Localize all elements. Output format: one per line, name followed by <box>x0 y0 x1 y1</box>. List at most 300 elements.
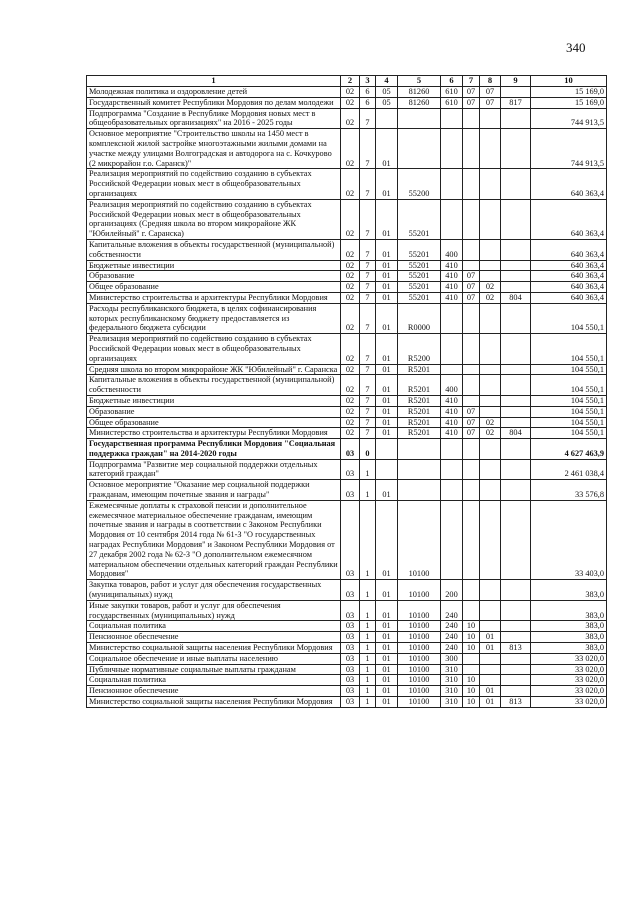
column-header: 4 <box>376 76 398 87</box>
subsection-code: 02 <box>480 417 501 428</box>
direction-code: R5201 <box>398 406 441 417</box>
section-code: 07 <box>463 417 480 428</box>
row-name: Ежемесячные доплаты к страховой пенсии и дополнительное ежемесячное материальное обеспечение гражданам, имеющим почетные звания и награды в соответствии с Законом Республики Мордовия от 10 сентября 2014 года № 61-З "О государственных наградах Республики Мордовия" и Законом Республики Мордовия от 27 декабря 2002 года № 62-З "О дополнительном ежемесячном материальном обеспечении отдельных категорий граждан Республики Мордовия" <box>87 500 341 579</box>
expense-type-code: 200 <box>441 580 463 601</box>
subsection-code <box>480 375 501 396</box>
subsection-code <box>480 459 501 480</box>
page-number: 340 <box>566 40 586 55</box>
ministry-code <box>501 129 531 169</box>
table-row <box>87 664 607 675</box>
subsection-code <box>480 500 501 579</box>
program-code: 7 <box>360 199 376 239</box>
chapter-code: 02 <box>341 271 360 282</box>
program-code: 6 <box>360 97 376 108</box>
ministry-code <box>501 621 531 632</box>
row-name: Расходы республиканского бюджета, в целях софинансирования которых республиканскому бюджету предоставляется из федерального бюджета субсидии <box>87 303 341 333</box>
subsection-code <box>480 675 501 686</box>
expense-type-code: 310 <box>441 664 463 675</box>
subsection-code <box>480 303 501 333</box>
row-name: Министерство социальной защиты населения Республики Мордовия <box>87 697 341 708</box>
budget-table <box>86 75 607 708</box>
table-row <box>87 239 607 260</box>
ministry-code <box>501 632 531 643</box>
program-code: 7 <box>360 395 376 406</box>
amount: 640 363,4 <box>531 169 607 199</box>
subprogram-code: 01 <box>376 260 398 271</box>
table-row <box>87 282 607 293</box>
expense-type-code <box>441 334 463 364</box>
amount: 33 020,0 <box>531 686 607 697</box>
amount: 15 169,0 <box>531 87 607 98</box>
ministry-code <box>501 664 531 675</box>
chapter-code: 02 <box>341 169 360 199</box>
ministry-code <box>501 364 531 375</box>
row-name: Реализация мероприятий по содействию созданию в субъектах Российской Федерации новых мест в общеобразовательных организациях <box>87 334 341 364</box>
expense-type-code <box>441 480 463 501</box>
subsection-code <box>480 334 501 364</box>
table-row <box>87 271 607 282</box>
column-header: 7 <box>463 76 480 87</box>
expense-type-code: 410 <box>441 282 463 293</box>
subprogram-code: 01 <box>376 686 398 697</box>
amount: 2 461 038,4 <box>531 459 607 480</box>
row-name: Пенсионное обеспечение <box>87 632 341 643</box>
expense-type-code: 410 <box>441 417 463 428</box>
row-name: Основное мероприятие "Строительство школы на 1450 мест в комплексной жилой застройке многоэтажными жилыми домами на участке между улицами Волгоградская и автодорога на с. Кочкурово (2 микрорайон г.о. Саранск)" <box>87 129 341 169</box>
table-row <box>87 459 607 480</box>
direction-code: 55201 <box>398 199 441 239</box>
expense-type-code: 610 <box>441 97 463 108</box>
subsection-code <box>480 364 501 375</box>
expense-type-code: 400 <box>441 375 463 396</box>
section-code: 07 <box>463 271 480 282</box>
amount: 33 020,0 <box>531 653 607 664</box>
table-row <box>87 675 607 686</box>
section-code <box>463 439 480 460</box>
subprogram-code: 01 <box>376 406 398 417</box>
table-row <box>87 406 607 417</box>
expense-type-code <box>441 199 463 239</box>
amount: 744 913,5 <box>531 108 607 129</box>
section-code <box>463 480 480 501</box>
row-name: Министерство социальной защиты населения Республики Мордовия <box>87 643 341 654</box>
column-header: 3 <box>360 76 376 87</box>
chapter-code: 03 <box>341 632 360 643</box>
ministry-code <box>501 375 531 396</box>
expense-type-code <box>441 364 463 375</box>
table-row <box>87 600 607 621</box>
amount: 744 913,5 <box>531 129 607 169</box>
expense-type-code <box>441 459 463 480</box>
program-code: 1 <box>360 621 376 632</box>
section-code: 07 <box>463 97 480 108</box>
subsection-code: 01 <box>480 643 501 654</box>
program-code: 1 <box>360 686 376 697</box>
subsection-code <box>480 621 501 632</box>
expense-type-code: 410 <box>441 260 463 271</box>
program-code: 1 <box>360 653 376 664</box>
amount: 104 550,1 <box>531 375 607 396</box>
chapter-code: 02 <box>341 417 360 428</box>
ministry-code: 813 <box>501 697 531 708</box>
amount: 104 550,1 <box>531 303 607 333</box>
subprogram-code: 01 <box>376 500 398 579</box>
direction-code: 81260 <box>398 87 441 98</box>
table-header-row <box>87 76 607 87</box>
row-name: Общее образование <box>87 282 341 293</box>
program-code: 1 <box>360 643 376 654</box>
subsection-code: 02 <box>480 428 501 439</box>
amount: 33 020,0 <box>531 697 607 708</box>
section-code <box>463 169 480 199</box>
program-code: 1 <box>360 459 376 480</box>
column-header: 8 <box>480 76 501 87</box>
subsection-code: 07 <box>480 97 501 108</box>
subprogram-code: 01 <box>376 643 398 654</box>
chapter-code: 03 <box>341 500 360 579</box>
subprogram-code: 01 <box>376 375 398 396</box>
amount: 104 550,1 <box>531 417 607 428</box>
expense-type-code: 410 <box>441 395 463 406</box>
chapter-code: 02 <box>341 364 360 375</box>
direction-code <box>398 129 441 169</box>
direction-code: R5200 <box>398 334 441 364</box>
chapter-code: 03 <box>341 643 360 654</box>
ministry-code <box>501 675 531 686</box>
chapter-code: 03 <box>341 600 360 621</box>
section-code <box>463 500 480 579</box>
chapter-code: 03 <box>341 686 360 697</box>
section-code <box>463 600 480 621</box>
ministry-code <box>501 439 531 460</box>
table-row <box>87 580 607 601</box>
subprogram-code: 01 <box>376 480 398 501</box>
column-header: 5 <box>398 76 441 87</box>
row-name: Государственный комитет Республики Мордовия по делам молодежи <box>87 97 341 108</box>
section-code <box>463 129 480 169</box>
table-row <box>87 428 607 439</box>
expense-type-code: 240 <box>441 643 463 654</box>
expense-type-code: 240 <box>441 621 463 632</box>
subsection-code <box>480 600 501 621</box>
subsection-code <box>480 439 501 460</box>
expense-type-code: 610 <box>441 87 463 98</box>
program-code: 7 <box>360 428 376 439</box>
amount: 33 576,8 <box>531 480 607 501</box>
subprogram-code: 01 <box>376 428 398 439</box>
subprogram-code: 01 <box>376 697 398 708</box>
section-code <box>463 260 480 271</box>
direction-code: 55201 <box>398 292 441 303</box>
table-row <box>87 697 607 708</box>
ministry-code <box>501 334 531 364</box>
subprogram-code: 01 <box>376 664 398 675</box>
row-name: Средняя школа во втором микрорайоне ЖК "Юбилейный" г. Саранска <box>87 364 341 375</box>
section-code: 10 <box>463 675 480 686</box>
subprogram-code: 01 <box>376 292 398 303</box>
amount: 104 550,1 <box>531 428 607 439</box>
chapter-code: 02 <box>341 129 360 169</box>
chapter-code: 02 <box>341 292 360 303</box>
direction-code: R5201 <box>398 428 441 439</box>
program-code: 1 <box>360 664 376 675</box>
ministry-code <box>501 417 531 428</box>
program-code: 7 <box>360 375 376 396</box>
section-code <box>463 653 480 664</box>
direction-code: 10100 <box>398 686 441 697</box>
section-code: 10 <box>463 643 480 654</box>
expense-type-code: 410 <box>441 292 463 303</box>
ministry-code: 813 <box>501 643 531 654</box>
program-code: 7 <box>360 271 376 282</box>
program-code: 7 <box>360 303 376 333</box>
chapter-code: 02 <box>341 260 360 271</box>
amount: 383,0 <box>531 643 607 654</box>
column-header: 2 <box>341 76 360 87</box>
column-header: 9 <box>501 76 531 87</box>
expense-type-code <box>441 129 463 169</box>
table-row <box>87 653 607 664</box>
section-code <box>463 303 480 333</box>
table-row <box>87 169 607 199</box>
amount: 15 169,0 <box>531 97 607 108</box>
chapter-code: 03 <box>341 675 360 686</box>
program-code: 7 <box>360 364 376 375</box>
ministry-code: 804 <box>501 292 531 303</box>
ministry-code <box>501 282 531 293</box>
program-code: 7 <box>360 292 376 303</box>
direction-code: 10100 <box>398 621 441 632</box>
amount: 33 020,0 <box>531 664 607 675</box>
amount: 104 550,1 <box>531 395 607 406</box>
ministry-code <box>501 600 531 621</box>
subprogram-code: 01 <box>376 675 398 686</box>
subsection-code: 02 <box>480 292 501 303</box>
program-code: 7 <box>360 129 376 169</box>
amount: 640 363,4 <box>531 260 607 271</box>
column-header: 1 <box>87 76 341 87</box>
direction-code: 10100 <box>398 697 441 708</box>
subprogram-code: 01 <box>376 334 398 364</box>
table-row <box>87 500 607 579</box>
ministry-code <box>501 406 531 417</box>
ministry-code <box>501 480 531 501</box>
ministry-code <box>501 459 531 480</box>
chapter-code: 02 <box>341 282 360 293</box>
amount: 640 363,4 <box>531 271 607 282</box>
amount: 383,0 <box>531 600 607 621</box>
chapter-code: 03 <box>341 697 360 708</box>
chapter-code: 03 <box>341 459 360 480</box>
ministry-code <box>501 303 531 333</box>
subsection-code: 07 <box>480 87 501 98</box>
direction-code: 55200 <box>398 169 441 199</box>
amount: 383,0 <box>531 632 607 643</box>
table-row <box>87 643 607 654</box>
program-code: 1 <box>360 600 376 621</box>
table-row <box>87 417 607 428</box>
subprogram-code: 01 <box>376 239 398 260</box>
direction-code: 10100 <box>398 664 441 675</box>
expense-type-code: 310 <box>441 675 463 686</box>
expense-type-code <box>441 108 463 129</box>
section-code: 07 <box>463 282 480 293</box>
subprogram-code: 01 <box>376 364 398 375</box>
chapter-code: 02 <box>341 334 360 364</box>
expense-type-code: 310 <box>441 697 463 708</box>
amount: 4 627 463,9 <box>531 439 607 460</box>
expense-type-code <box>441 500 463 579</box>
row-name: Образование <box>87 271 341 282</box>
row-name: Молодежная политика и оздоровление детей <box>87 87 341 98</box>
direction-code: 55201 <box>398 260 441 271</box>
program-code: 1 <box>360 632 376 643</box>
program-code: 7 <box>360 260 376 271</box>
subsection-code <box>480 480 501 501</box>
amount: 640 363,4 <box>531 199 607 239</box>
row-name: Реализация мероприятий по содействию созданию в субъектах Российской Федерации новых мест в общеобразовательных организациях (Средняя школа во втором микрорайоне ЖК "Юбилейный" г. Саранска) <box>87 199 341 239</box>
table-row <box>87 87 607 98</box>
subprogram-code: 01 <box>376 395 398 406</box>
program-code: 7 <box>360 406 376 417</box>
table-row <box>87 97 607 108</box>
program-code: 1 <box>360 500 376 579</box>
section-code <box>463 580 480 601</box>
chapter-code: 02 <box>341 108 360 129</box>
expense-type-code <box>441 303 463 333</box>
program-code: 7 <box>360 169 376 199</box>
subprogram-code: 01 <box>376 303 398 333</box>
row-name: Подпрограмма "Создание в Республике Мордовия новых мест в общеобразовательных организациях" на 2016 - 2025 годы <box>87 108 341 129</box>
row-name: Закупка товаров, работ и услуг для обеспечения государственных (муниципальных) нужд <box>87 580 341 601</box>
chapter-code: 03 <box>341 480 360 501</box>
table-row <box>87 686 607 697</box>
subprogram-code: 01 <box>376 621 398 632</box>
subsection-code: 02 <box>480 282 501 293</box>
subsection-code <box>480 664 501 675</box>
direction-code <box>398 439 441 460</box>
expense-type-code: 400 <box>441 239 463 260</box>
row-name: Социальное обеспечение и иные выплаты населению <box>87 653 341 664</box>
amount: 383,0 <box>531 580 607 601</box>
program-code: 7 <box>360 334 376 364</box>
chapter-code: 03 <box>341 580 360 601</box>
row-name: Подпрограмма "Развитие мер социальной поддержки отдельных категорий граждан" <box>87 459 341 480</box>
table-row <box>87 292 607 303</box>
chapter-code: 03 <box>341 439 360 460</box>
direction-code: R5201 <box>398 364 441 375</box>
table-row <box>87 108 607 129</box>
section-code <box>463 375 480 396</box>
subprogram-code <box>376 459 398 480</box>
section-code <box>463 664 480 675</box>
table-row <box>87 375 607 396</box>
table-row <box>87 303 607 333</box>
ministry-code <box>501 169 531 199</box>
amount: 104 550,1 <box>531 406 607 417</box>
program-code: 7 <box>360 239 376 260</box>
chapter-code: 02 <box>341 395 360 406</box>
amount: 640 363,4 <box>531 292 607 303</box>
subsection-code <box>480 129 501 169</box>
amount: 33 403,0 <box>531 500 607 579</box>
expense-type-code: 310 <box>441 686 463 697</box>
program-code: 1 <box>360 697 376 708</box>
subsection-code <box>480 271 501 282</box>
ministry-code <box>501 653 531 664</box>
subsection-code <box>480 199 501 239</box>
ministry-code <box>501 271 531 282</box>
subprogram-code: 01 <box>376 129 398 169</box>
subprogram-code: 01 <box>376 169 398 199</box>
row-name: Министерство строительства и архитектуры Республики Мордовия <box>87 292 341 303</box>
direction-code <box>398 459 441 480</box>
subsection-code <box>480 580 501 601</box>
row-name: Капитальные вложения в объекты государственной (муниципальной) собственности <box>87 239 341 260</box>
row-name: Общее образование <box>87 417 341 428</box>
direction-code <box>398 108 441 129</box>
row-name: Образование <box>87 406 341 417</box>
direction-code: 10100 <box>398 600 441 621</box>
row-name: Социальная политика <box>87 621 341 632</box>
subprogram-code: 05 <box>376 97 398 108</box>
section-code <box>463 239 480 260</box>
subsection-code: 01 <box>480 697 501 708</box>
direction-code: 10100 <box>398 653 441 664</box>
ministry-code <box>501 500 531 579</box>
section-code: 10 <box>463 697 480 708</box>
subsection-code <box>480 169 501 199</box>
direction-code: R5201 <box>398 375 441 396</box>
subprogram-code: 05 <box>376 87 398 98</box>
expense-type-code: 410 <box>441 406 463 417</box>
subsection-code <box>480 108 501 129</box>
ministry-code <box>501 580 531 601</box>
program-code: 1 <box>360 675 376 686</box>
amount: 33 020,0 <box>531 675 607 686</box>
chapter-code: 02 <box>341 87 360 98</box>
subsection-code: 01 <box>480 632 501 643</box>
direction-code: 55201 <box>398 282 441 293</box>
program-code: 0 <box>360 439 376 460</box>
amount: 383,0 <box>531 621 607 632</box>
direction-code: 55201 <box>398 271 441 282</box>
ministry-code <box>501 260 531 271</box>
subprogram-code <box>376 108 398 129</box>
direction-code: 10100 <box>398 643 441 654</box>
program-code: 1 <box>360 480 376 501</box>
direction-code: 10100 <box>398 500 441 579</box>
amount: 104 550,1 <box>531 364 607 375</box>
section-code: 07 <box>463 406 480 417</box>
expense-type-code: 240 <box>441 600 463 621</box>
chapter-code: 03 <box>341 653 360 664</box>
row-name: Государственная программа Республики Мордовия "Социальная поддержка граждан" на 2014-2020 годы <box>87 439 341 460</box>
subsection-code <box>480 653 501 664</box>
ministry-code <box>501 239 531 260</box>
table-row <box>87 395 607 406</box>
section-code <box>463 199 480 239</box>
subsection-code <box>480 395 501 406</box>
subprogram-code: 01 <box>376 282 398 293</box>
row-name: Бюджетные инвестиции <box>87 395 341 406</box>
subprogram-code: 01 <box>376 580 398 601</box>
section-code: 10 <box>463 621 480 632</box>
subprogram-code: 01 <box>376 271 398 282</box>
ministry-code <box>501 199 531 239</box>
direction-code: R5201 <box>398 395 441 406</box>
subprogram-code: 01 <box>376 417 398 428</box>
